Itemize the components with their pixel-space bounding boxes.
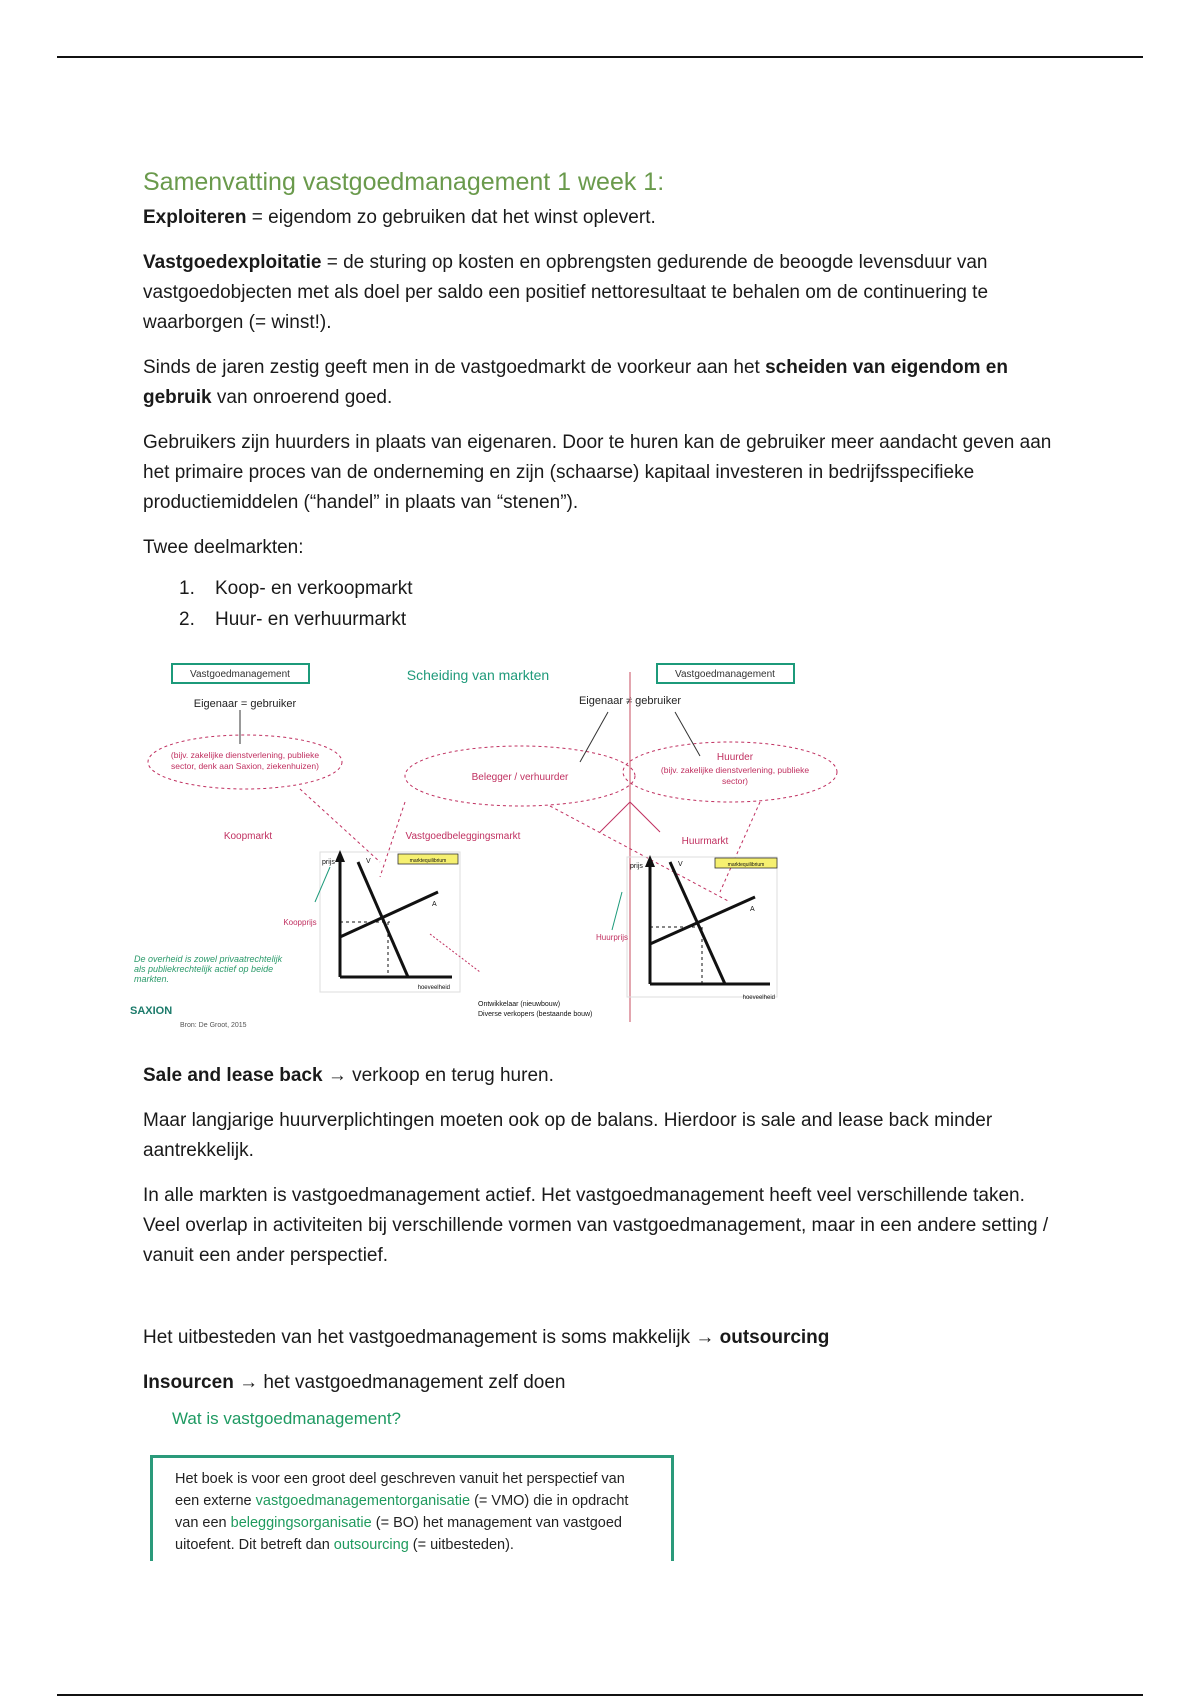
text: (= VMO) die in opdracht van een bbox=[175, 1493, 629, 1531]
list-item bbox=[143, 604, 1063, 635]
label-beleggingsmarkt: Vastgoedbeleggingsmarkt bbox=[405, 831, 521, 842]
eq-left: Eigenaar = gebruiker bbox=[193, 698, 297, 710]
term-exploiteren: Exploiteren bbox=[143, 207, 247, 228]
ellipse-text: Belegger / verhuurder bbox=[471, 772, 569, 783]
highlight-outsourcing: outsourcing bbox=[333, 1537, 409, 1553]
header-rule bbox=[57, 56, 1143, 58]
list-item bbox=[143, 573, 1063, 604]
axis-label: prijs bbox=[322, 859, 335, 866]
paragraph-vastgoedexploitatie bbox=[143, 248, 1063, 338]
label-koopprijs: Koopprijs bbox=[283, 918, 317, 927]
term-insourcen: Insourcen bbox=[143, 1372, 234, 1393]
box-label: Vastgoedmanagement bbox=[190, 669, 290, 680]
market-list bbox=[143, 573, 1063, 635]
footer-rule bbox=[57, 1694, 1143, 1696]
chart-koopmarkt bbox=[320, 850, 460, 992]
curve-label: V bbox=[366, 858, 371, 865]
diagram-heading: Scheiding van markten bbox=[406, 667, 550, 683]
box-label: Vastgoedmanagement bbox=[675, 669, 775, 680]
equilibrium-label: marktequilibrium bbox=[727, 862, 765, 868]
label-huurprijs: Huurprijs bbox=[595, 933, 629, 942]
chart-huurmarkt bbox=[627, 855, 777, 1001]
label-koopmarkt: Koopmarkt bbox=[223, 831, 273, 842]
lower-body bbox=[143, 1061, 1063, 1413]
ellipse-text: (bijv. zakelijke dienstverlening, publieke bbox=[660, 765, 810, 775]
slide-textbox bbox=[150, 1455, 674, 1561]
list-text: Huur- en verhuurmarkt bbox=[215, 609, 407, 630]
text: Het uitbesteden van het vastgoedmanagement is soms makkelijk → bbox=[143, 1327, 720, 1348]
saxion-logo: SAXION bbox=[130, 1005, 173, 1017]
ellipse-text: Huurder bbox=[716, 752, 754, 763]
curve-label: A bbox=[432, 901, 437, 908]
paragraph-scheiden bbox=[143, 353, 1063, 413]
page-title: Samenvatting vastgoedmanagement 1 week 1: bbox=[143, 168, 665, 196]
paragraph-insourcen bbox=[143, 1368, 1063, 1398]
slide-title: Wat is vastgoedmanagement? bbox=[172, 1409, 401, 1428]
note-line: markten. bbox=[134, 974, 170, 984]
paragraph-exploiteren bbox=[143, 203, 1063, 233]
paragraph-markten: In alle markten is vastgoedmanagement actief. Het vastgoedmanagement heeft veel verschillende taken. Veel overlap in activiteiten bij verschillende vormen van vastgoedmanagement, maar in een andere setting / vanuit een ander perspectief. bbox=[143, 1185, 1049, 1266]
definition-text: = eigendom zo gebruiken dat het winst oplevert. bbox=[246, 207, 656, 228]
list-number: 1. bbox=[179, 578, 195, 599]
highlight-vmo: vastgoedmanagementorganisatie bbox=[255, 1493, 471, 1509]
text: (= BO) het management van vastgoed uitoefent. Dit betreft dan bbox=[175, 1515, 622, 1553]
paragraph-outsourcing bbox=[143, 1323, 1063, 1353]
market-separation-diagram bbox=[130, 652, 860, 1037]
list-number: 2. bbox=[179, 609, 195, 630]
note-line: De overheid is zowel privaatrechtelijk bbox=[134, 954, 283, 964]
paragraph-gebruikers: Gebruikers zijn huurders in plaats van eigenaren. Door te huren kan de gebruiker meer aandacht geven aan het primaire proces van de onderneming en zijn (schaarse) kapitaal investeren in bedrijfsspecifieke productiemiddelen (“handel” in plaats van “stenen”). bbox=[143, 432, 1052, 513]
note-verkopers: Diverse verkopers (bestaande bouw) bbox=[478, 1011, 593, 1018]
curve-label: A bbox=[750, 906, 755, 913]
ellipse-text: sector, denk aan Saxion, ziekenhuizen) bbox=[171, 761, 319, 771]
paragraph-balans: Maar langjarige huurverplichtingen moeten ook op de balans. Hierdoor is sale and lease back minder aantrekkelijk. bbox=[143, 1110, 993, 1161]
term-sale-lease-back: Sale and lease back bbox=[143, 1065, 323, 1086]
label-huurmarkt: Huurmarkt bbox=[681, 836, 729, 847]
vastgoedmanagement-slide bbox=[150, 1403, 690, 1563]
equilibrium-label: marktequilibrium bbox=[409, 858, 447, 864]
eq-right: Eigenaar ≠ gebruiker bbox=[578, 695, 682, 707]
paragraph-deelmarkten: Twee deelmarkten: bbox=[143, 537, 304, 558]
axis-label: prijs bbox=[630, 863, 643, 870]
axis-label: hoeveelheid bbox=[742, 995, 775, 1001]
bold-text: outsourcing bbox=[719, 1327, 830, 1348]
definition-text: → het vastgoedmanagement zelf doen bbox=[233, 1372, 566, 1393]
paragraph-sale-lease-back bbox=[143, 1061, 1063, 1091]
note-line: als publiekrechtelijk actief op beide bbox=[134, 964, 274, 974]
highlight-bo: beleggingsorganisatie bbox=[230, 1515, 372, 1531]
text: Het boek is voor een groot deel geschreven vanuit het perspectief van een externe bbox=[175, 1471, 625, 1509]
document-body bbox=[143, 168, 1063, 647]
axis-label: hoeveelheid bbox=[417, 985, 450, 991]
definition-text: → verkoop en terug huren. bbox=[322, 1065, 554, 1086]
text: Sinds de jaren zestig geeft men in de vastgoedmarkt de voorkeur aan het bbox=[143, 357, 766, 378]
text: (= uitbesteden). bbox=[408, 1537, 514, 1553]
definition-text: = de sturing op kosten en opbrengsten gedurende de beoogde levensduur van vastgoedobjecten met als doel per saldo een positief nettoresultaat te behalen om de continuering te waarborgen (= winst!). bbox=[143, 252, 989, 333]
ellipse-text: sector) bbox=[722, 776, 748, 786]
bold-text: scheiden van eigendom en gebruik bbox=[143, 357, 1008, 408]
ellipse-text: (bijv. zakelijke dienstverlening, publieke bbox=[170, 750, 320, 760]
text: van onroerend goed. bbox=[211, 387, 393, 408]
note-ontwikkelaar: Ontwikkelaar (nieuwbouw) bbox=[478, 1001, 561, 1008]
source-note: Bron: De Groot, 2015 bbox=[180, 1022, 247, 1029]
curve-label: V bbox=[678, 861, 683, 868]
list-text: Koop- en verkoopmarkt bbox=[215, 578, 413, 599]
term-vastgoedexploitatie: Vastgoedexploitatie bbox=[143, 252, 322, 273]
